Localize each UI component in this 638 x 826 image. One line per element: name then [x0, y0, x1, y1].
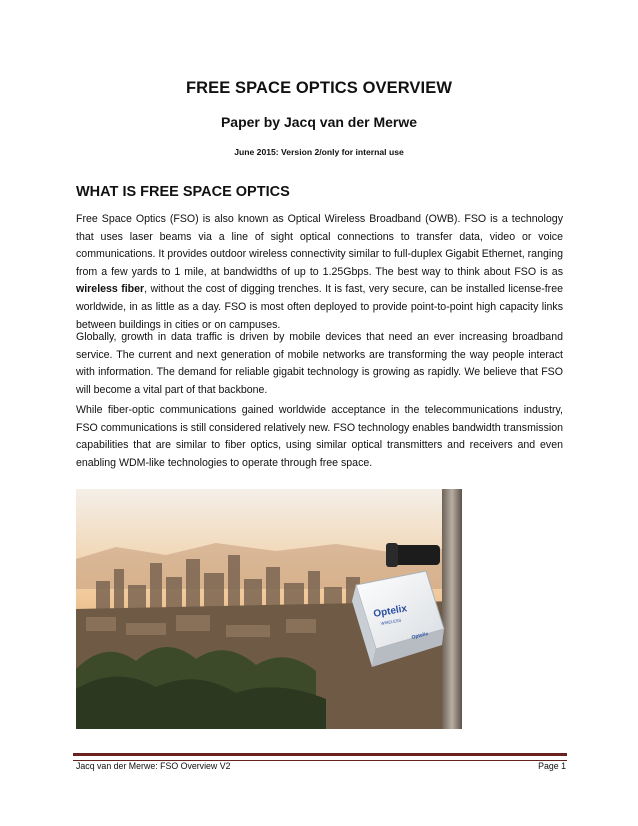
photo-brand-text-small: Optelix: [411, 631, 429, 641]
document-title: FREE SPACE OPTICS OVERVIEW: [185, 79, 453, 97]
paragraph-1-bold: wireless fiber: [76, 283, 145, 296]
footer-author: Jacq van der Merwe: FSO Overview V2: [76, 761, 231, 771]
document-subtitle: Paper by Jacq van der Merwe: [220, 114, 418, 130]
document-dateline: June 2015: Version 2/only for internal use: [234, 147, 404, 157]
paragraph-1-text-b: , without the cost of digging trenches. It is fast, very secure, can be installed license-free worldwide, in as little as a day. FSO is most often deployed to provide point-to-point high capacity links between buildings in cities or on campuses.: [76, 283, 563, 331]
fso-photo-illustration: [76, 489, 462, 729]
paragraph-2: Globally, growth in data traffic is driven by mobile devices that need an ever increasing broadband service. The current and next generation of mobile networks are transforming the way people interact with information. The demand for reliable gigabit technology is growing as rapidly. We believe that FSO will become a vital part of that backbone.: [76, 331, 563, 396]
photo-brand-subtext: WIRELESS: [380, 617, 402, 626]
footer-divider: [73, 753, 567, 761]
paragraph-3: While fiber-optic communications gained worldwide acceptance in the telecommunications industry, FSO communications is still considered relatively new. FSO technology enables bandwidth transmission capabilities that are similar to fiber optics, using similar optical transmitters and receivers and even enabling WDM-like technologies to operate through free space.: [76, 404, 563, 469]
paragraph-1-text-a: Free Space Optics (FSO) is also known as Optical Wireless Broadband (OWB). FSO is a technology that uses laser beams via a line of sight optical connections to transfer data, video or voice communications. It provides outdoor wireless connectivity similar to full-duplex Gigabit Ethernet, ranging from a few yards to 1 mile, at bandwidths of up to 1.25Gbps. The best way to think about FSO is as: [76, 213, 563, 278]
footer-page-number: Page 1: [538, 761, 566, 771]
section-heading: WHAT IS FREE SPACE OPTICS: [76, 184, 290, 200]
fso-device-photo: [76, 489, 462, 729]
paragraph-1: [76, 211, 563, 334]
photo-brand-text: Optelix: [372, 603, 408, 620]
